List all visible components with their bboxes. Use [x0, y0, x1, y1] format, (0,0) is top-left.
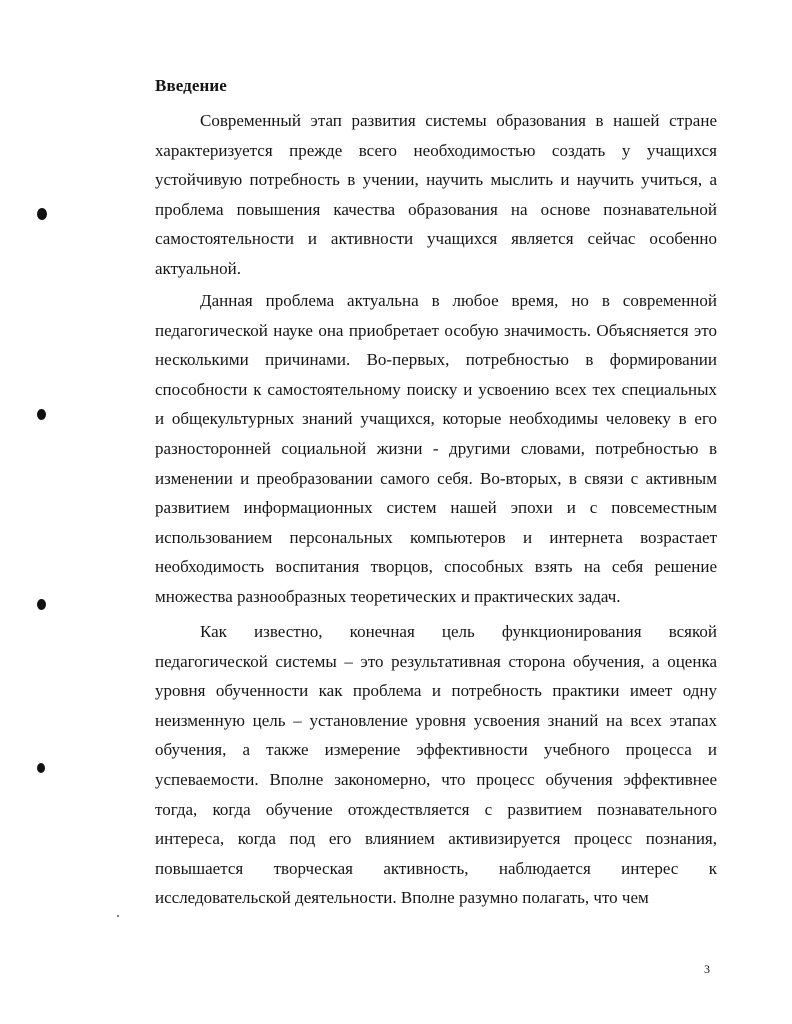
punch-hole-mark [37, 763, 45, 773]
punch-hole-mark [37, 208, 47, 220]
scan-speck [117, 915, 119, 917]
page-number: 3 [704, 962, 710, 976]
punch-hole-mark [37, 599, 46, 610]
paragraph-relevance: Данная проблема актуальна в любое время, но в современной педагогической науке она приобретает особую значимость. Объясняется это несколькими причинами. Во-первых, потребностью в формировании способности к самостоятельному поиску и усвоению всех тех специальных и общекультурных знаний учащихся, которые необходимы человеку в его разносторонней социальной жизни - другими словами, потребностью в изменении и преобразовании самого себя. Во-вторых, в связи с активным развитием информационных систем нашей эпохи и с повсеместным использованием персональных компьютеров и интернета возрастает необходимость воспитания творцов, способных взять на себя решение множества разнообразных теоретических и практических задач. [155, 291, 717, 606]
paragraph-intro: Современный этап развития системы образования в нашей стране характеризуется прежде всего необходимостью создать у учащихся устойчивую потребность в учении, научить мыслить и научить учиться, а проблема повышения качества образования на основе познавательной самостоятельности и активности учащихся является сейчас особенно актуальной. [155, 111, 717, 278]
punch-hole-mark [37, 409, 46, 420]
section-heading: Введение [155, 76, 227, 95]
paragraph-goal: Как известно, конечная цель функционирования всякой педагогической системы – это результативная сторона обучения, а оценка уровня обученности как проблема и потребность практики имеет одну неизменную цель – установление уровня усвоения знаний на всех этапах обучения, а также измерение эффективности учебного процесса и успеваемости. Вполне закономерно, что процесс обучения эффективнее тогда, когда обучение отождествляется с развитием познавательного интереса, когда под его влиянием активизируется процесс познания, повышается творческая активность, наблюдается интерес к исследовательской деятельности. Вполне разумно полагать, что чем [155, 622, 717, 908]
